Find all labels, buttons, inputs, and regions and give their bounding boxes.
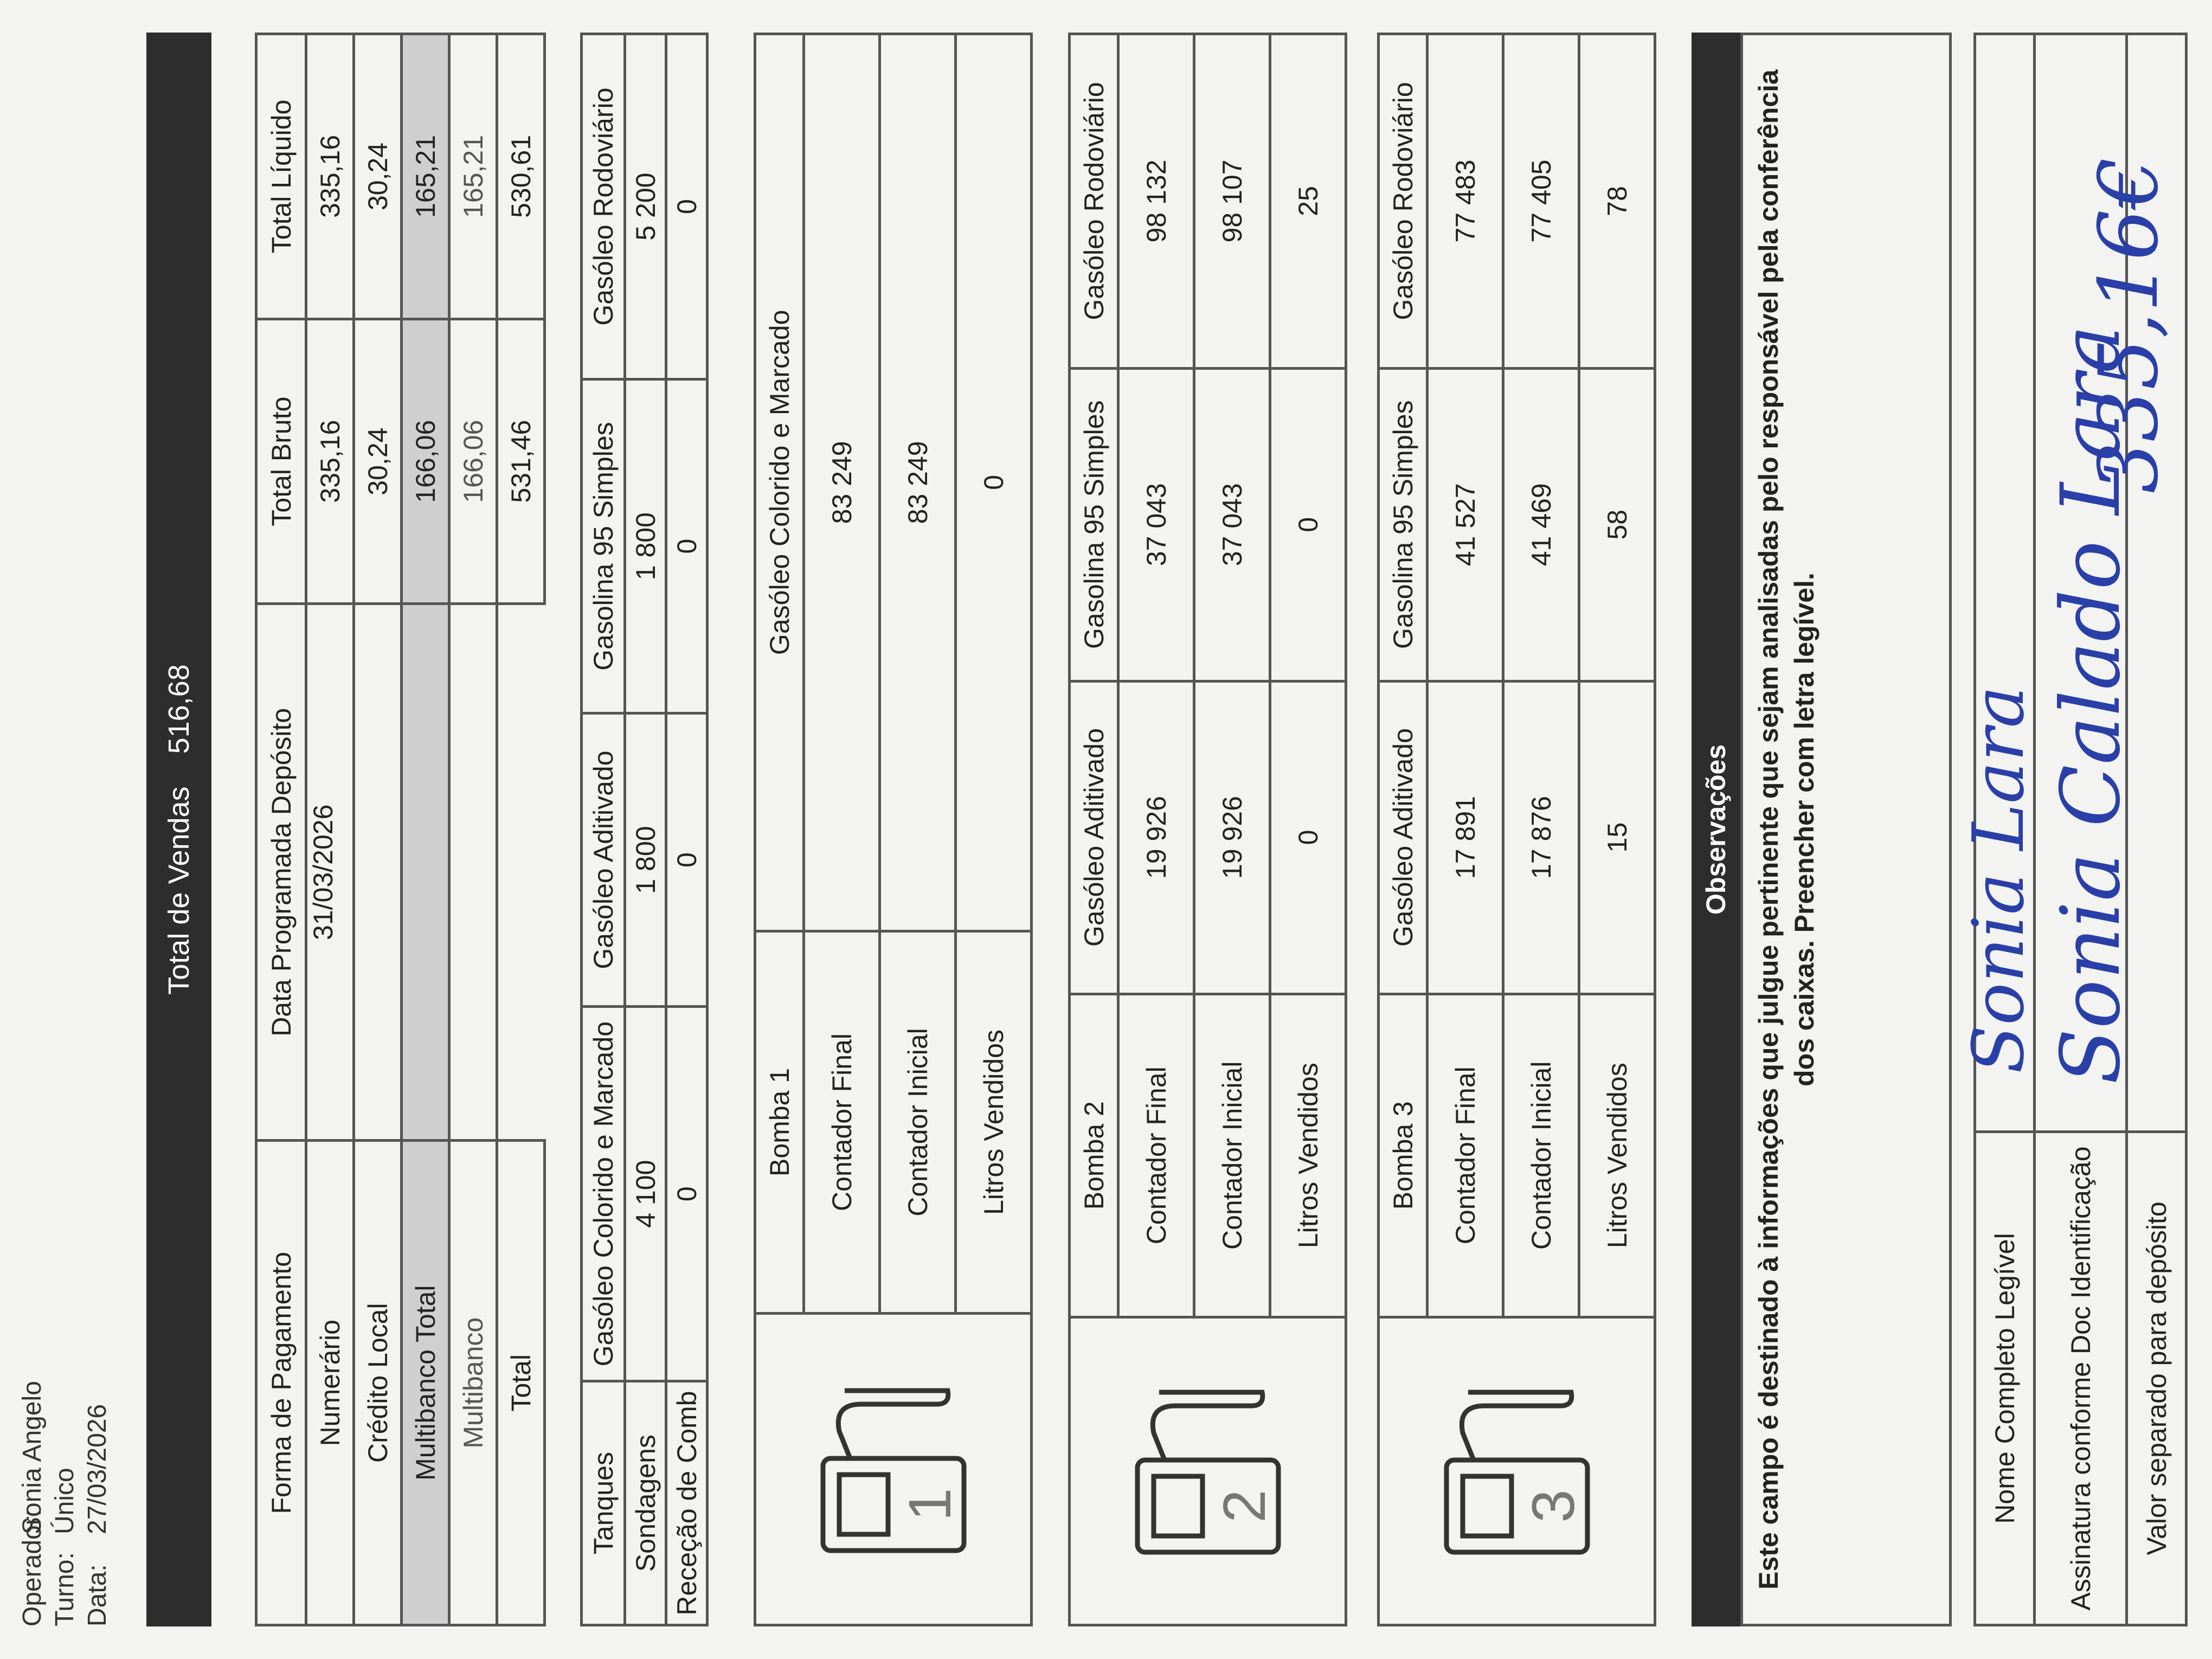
- handwritten-signature: Sonia Calado Lara: [2044, 325, 2138, 1084]
- tanks-table: [580, 33, 709, 1626]
- col-gasoleo-colorido: Gasóleo Colorido e Marcado: [582, 1007, 625, 1381]
- fuel-pump-icon: [1127, 1373, 1289, 1568]
- table-cell: 531,46: [497, 319, 545, 603]
- table-row: [449, 34, 497, 1625]
- table-cell: 83 249: [880, 34, 956, 931]
- pump2-header-row: [1070, 34, 1118, 1625]
- table-row: [306, 34, 354, 1625]
- pump3-header-row: [1379, 34, 1427, 1625]
- table-cell: Contador Final: [1118, 994, 1194, 1317]
- turno-value: Único: [50, 1468, 79, 1534]
- col-gasoleo-aditivado: Gasóleo Aditivado: [582, 713, 625, 1007]
- col-total-liquido: Total Líquido: [256, 34, 306, 319]
- sales-header-row: [256, 34, 306, 1625]
- table-cell: 77 483: [1427, 34, 1503, 369]
- table-cell: 1 800: [625, 713, 666, 1007]
- table-cell: [354, 604, 402, 1141]
- turno-line: [49, 1381, 81, 1626]
- sales-title-bar: [146, 33, 211, 1626]
- table-cell: 0: [956, 34, 1032, 931]
- table-cell: 165,21: [402, 34, 449, 319]
- table-cell: 19 926: [1118, 681, 1194, 994]
- turno-label: Turno:: [50, 1552, 79, 1626]
- assinatura-label: Assinatura conforme Doc Identificação: [2035, 1131, 2127, 1625]
- pump3-icon-cell: [1379, 1317, 1655, 1625]
- handwritten-deposit-value: 335,16€: [2082, 157, 2176, 493]
- table-cell: 335,16: [306, 319, 354, 603]
- table-cell: [449, 604, 497, 1141]
- table-cell: 19 926: [1194, 681, 1270, 994]
- table-cell: Litros Vendidos: [956, 931, 1032, 1314]
- table-cell: 77 405: [1503, 34, 1579, 369]
- table-cell: 5 200: [625, 34, 666, 380]
- table-cell: Receção de Comb: [666, 1381, 708, 1625]
- table-cell: 0: [666, 1007, 708, 1381]
- table-cell: 98 132: [1118, 34, 1194, 369]
- observacoes-title: Observações: [1701, 744, 1731, 915]
- table-cell: Litros Vendidos: [1579, 994, 1655, 1317]
- table-cell: 0: [1270, 368, 1346, 681]
- table-cell: Contador Inicial: [1503, 994, 1579, 1317]
- operador-value: Sonia Angelo: [18, 1381, 47, 1534]
- table-cell: 41 527: [1427, 368, 1503, 681]
- table-row: [625, 34, 666, 1625]
- table-cell: 17 876: [1503, 681, 1579, 994]
- table-cell: 15: [1579, 681, 1655, 994]
- header-info: [16, 1381, 114, 1626]
- table-cell: Multibanco: [449, 1141, 497, 1625]
- col-gasoleo-rodoviario: Gasóleo Rodoviário: [582, 34, 625, 380]
- table-cell: Contador Final: [1427, 994, 1503, 1317]
- col-total-bruto: Total Bruto: [256, 319, 306, 603]
- table-cell: 78: [1579, 34, 1655, 369]
- pump1-icon-cell: [755, 1314, 1032, 1625]
- col-data-deposito: Data Programada Depósito: [256, 604, 306, 1141]
- pump2-number: 2: [1211, 1489, 1278, 1523]
- table-cell: 25: [1270, 34, 1346, 369]
- table-cell: 98 107: [1194, 34, 1270, 369]
- table-cell: Litros Vendidos: [1270, 994, 1346, 1317]
- pump3-col-3: Gasóleo Rodoviário: [1379, 34, 1427, 369]
- table-cell: 31/03/2026: [306, 604, 354, 1141]
- table-cell: 335,16: [306, 34, 354, 319]
- table-cell: 1 800: [625, 380, 666, 713]
- fuel-pump-icon: [812, 1372, 975, 1567]
- table-cell: 0: [666, 380, 708, 713]
- table-cell: Numerário: [306, 1141, 354, 1625]
- pump3-title: Bomba 3: [1379, 994, 1427, 1317]
- table-cell: Contador Inicial: [880, 931, 956, 1314]
- pump3-col-2: Gasolina 95 Simples: [1379, 368, 1427, 681]
- operador-line: [16, 1381, 49, 1626]
- col-tanques: Tanques: [582, 1381, 625, 1625]
- table-cell: 0: [1270, 681, 1346, 994]
- pump1-title: Bomba 1: [755, 931, 804, 1314]
- pump2-icon-cell: [1070, 1317, 1346, 1625]
- table-cell: Contador Final: [804, 931, 880, 1314]
- table-cell: 41 469: [1503, 368, 1579, 681]
- table-cell: 37 043: [1194, 368, 1270, 681]
- table-cell: Multibanco Total: [402, 1141, 449, 1625]
- table-cell: 0: [666, 713, 708, 1007]
- table-cell: 83 249: [804, 34, 880, 931]
- sales-table: [255, 33, 546, 1626]
- pump2-col-1: Gasóleo Aditivado: [1070, 681, 1118, 994]
- pump1-col-1: Gasóleo Colorido e Marcado: [755, 34, 804, 931]
- table-cell: 4 100: [625, 1007, 666, 1381]
- valor-label: Valor separado para depósito: [2127, 1131, 2187, 1625]
- pump2-col-3: Gasóleo Rodoviário: [1070, 34, 1118, 369]
- table-cell: Sondagens: [625, 1381, 666, 1625]
- sales-title: Total de Vendas: [163, 786, 195, 995]
- data-line: [81, 1381, 114, 1626]
- table-cell: [402, 604, 449, 1141]
- table-cell: 30,24: [354, 34, 402, 319]
- col-forma-pagamento: Forma de Pagamento: [256, 1141, 306, 1625]
- table-cell: Crédito Local: [354, 1141, 402, 1625]
- table-cell: 17 891: [1427, 681, 1503, 994]
- table-row: [402, 34, 449, 1625]
- table-row: [666, 34, 708, 1625]
- pump3-col-1: Gasóleo Aditivado: [1379, 681, 1427, 994]
- table-cell: 166,06: [449, 319, 497, 603]
- data-value: 27/03/2026: [83, 1404, 112, 1534]
- table-cell: Total: [497, 1141, 545, 1625]
- handwritten-name: Sonia Lara: [1957, 686, 2040, 1073]
- pump1-number: 1: [896, 1488, 963, 1521]
- observacoes-box[interactable]: [1740, 33, 1952, 1626]
- observacoes-text: Este campo é destinado à informações que julgue pertinente que sejam analisadas pelo responsável pela conferência dos caixas. Preencher com letra legível.: [1753, 69, 1819, 1590]
- table-cell: 37 043: [1118, 368, 1194, 681]
- table-cell: 530,61: [497, 34, 545, 319]
- table-cell: 0: [666, 34, 708, 380]
- nome-label: Nome Completo Legível: [1975, 1131, 2035, 1625]
- col-gasolina-95: Gasolina 95 Simples: [582, 380, 625, 713]
- pump3-number: 3: [1520, 1489, 1587, 1523]
- table-cell: Contador Inicial: [1194, 994, 1270, 1317]
- fuel-pump-icon: [1436, 1373, 1598, 1568]
- table-cell: 30,24: [354, 319, 402, 603]
- pump1-table: [754, 33, 1033, 1626]
- table-cell: 58: [1579, 368, 1655, 681]
- pump2-title: Bomba 2: [1070, 994, 1118, 1317]
- table-row: [497, 34, 545, 1625]
- pump2-col-2: Gasolina 95 Simples: [1070, 368, 1118, 681]
- table-cell: 166,06: [402, 319, 449, 603]
- pump3-table: [1377, 33, 1656, 1626]
- table-row: [354, 34, 402, 1625]
- sales-total: 516,68: [163, 664, 195, 754]
- table-cell: 165,21: [449, 34, 497, 319]
- pump1-header-row: [755, 34, 804, 1625]
- observacoes-title-bar: [1692, 33, 1740, 1626]
- tanks-header-row: [582, 34, 625, 1625]
- pump2-table: [1068, 33, 1347, 1626]
- data-label: Data:: [83, 1564, 112, 1626]
- table-cell: [497, 604, 545, 1141]
- operador-label: Operador:: [18, 1509, 47, 1626]
